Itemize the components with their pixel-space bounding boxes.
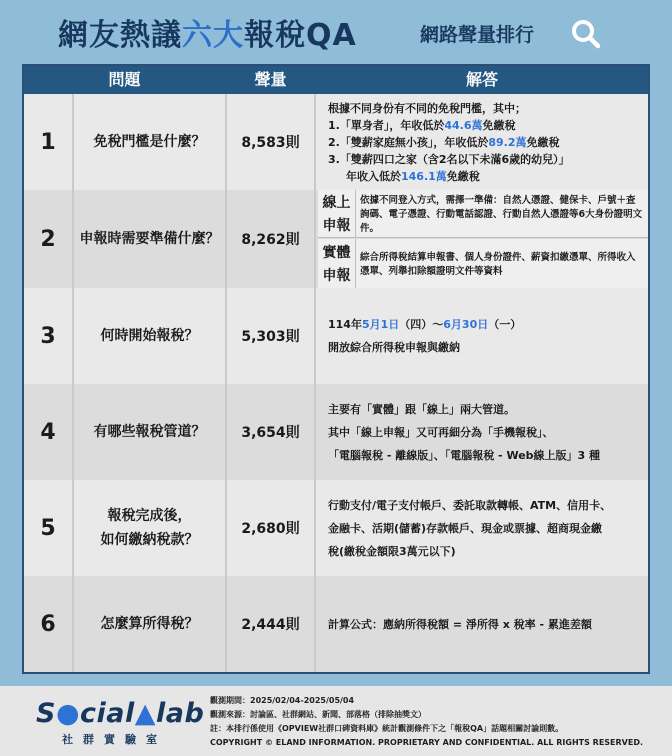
column-header-volume: 聲量 [254,70,287,89]
answer-line: 主要有「實體」跟「線上」兩大管道。 [328,402,515,416]
answer-highlight: 89.2萬 [488,135,527,149]
page-title [58,10,357,54]
footer [0,686,672,756]
answer-highlight: 146.1萬 [401,169,447,183]
note-remark: 註：本排行係使用《OPVIEW社群口碑資料庫》統計觀測條件下之「報稅QA」話題相關討論則數。 [210,724,564,733]
answer-line: 稅(繳稅金額限3萬元以下) [328,544,456,558]
table-header [24,66,648,94]
answer-text: 114年 [328,318,362,331]
online-label-line: 線上 [322,195,351,212]
logo-wordmark [36,698,204,729]
row-rank: 3 [40,323,56,349]
offline-segment [318,239,648,288]
note-source: 觀測來源：討論區、社群網站、新聞、部落格（排除抽獎文） [210,710,426,719]
row-question: 何時開始報稅？ [72,288,225,384]
row-answer [318,190,648,288]
answer-text: 免繳稅 [446,169,480,183]
answer-line: 金融卡、活期(儲蓄)存款帳戶、現金或票據、超商現金繳 [328,521,603,535]
row-volume: 2,444則 [225,576,316,672]
answer-text: 免繳稅 [482,118,516,132]
flask-icon: ● [55,698,81,729]
online-segment [318,190,648,238]
qa-table [22,64,650,674]
footer-notes [210,694,660,750]
row-rank: 5 [40,515,56,541]
logo-text: cial [80,698,135,729]
row-answer [318,480,648,576]
row-volume: 5,303則 [225,288,316,384]
row-rank: 2 [40,226,56,252]
answer-text: 免繳稅 [526,135,560,149]
title-pre: 網友熱議 [58,18,182,53]
online-text: 依據不同登入方式，需擇一準備：自然人憑證、健保卡、戶號＋查詢碼、電子憑證、行動電話認證、行動自然人憑證等6大身份證明文件。 [360,195,643,234]
row-rank: 1 [40,129,56,155]
offline-label-line: 申報 [322,268,351,284]
logo-text: S [36,698,56,729]
row-answer [318,94,648,190]
answer-text: 1.「單身者」，年收低於 [328,118,445,132]
online-label-line: 申報 [322,217,351,234]
question-line: 報稅完成後， [107,508,192,524]
offline-label-line: 實體 [322,245,351,261]
answer-line: 「電腦報稅 - 離線版」、「電腦報稅 - Web線上版」3 種 [328,448,601,462]
row-volume: 3,654則 [225,384,316,480]
table-row [24,480,648,576]
answer-line: 3.「雙薪四口之家（含2名以下未滿6歲的幼兒）」 [328,152,570,166]
row-question: 申報時需要準備什麼？ [72,190,225,288]
row-answer [318,288,648,384]
answer-highlight: 6月30日 [443,318,489,331]
answer-line: 計算公式：應納所得稅額 = 淨所得 x 稅率 - 累進差額 [328,617,592,631]
note-period: 觀測期間：2025/02/04-2025/05/04 [210,696,355,705]
answer-highlight: 44.6萬 [444,118,483,132]
row-question: 有哪些報稅管道？ [72,384,225,480]
title-highlight: 六大 [182,18,244,53]
answer-line: 開放綜合所得稅申報與繳納 [328,341,460,354]
row-rank: 6 [40,611,56,637]
row-answer [318,576,648,672]
answer-line: 其中「線上申報」又可再細分為「手機報稅」、 [328,425,554,439]
offline-label [318,239,356,288]
beaker-icon: ▲ [134,698,157,729]
answer-line [328,117,640,134]
logo-text: lab [156,698,205,729]
answer-text: 2.「雙薪家庭無小孩」，年收低於 [328,135,489,149]
answer-text: （一） [488,318,522,331]
answer-highlight: 5月1日 [361,318,400,331]
sociallab-logo [36,698,208,752]
answer-line [328,168,640,185]
logo-subtitle: 社群實驗室 [62,733,167,746]
table-row [24,190,648,288]
row-answer [318,384,648,480]
row-volume: 8,583則 [225,94,316,190]
answer-text: 年收入低於 [346,169,401,183]
online-label [318,190,356,237]
row-volume: 8,262則 [225,190,316,288]
answer-line [328,134,640,151]
table-row [24,94,648,190]
column-header-question: 問題 [108,70,141,89]
table-row [24,384,648,480]
question-line: 如何繳納稅款？ [100,532,199,548]
row-question: 怎麼算所得稅？ [72,576,225,672]
answer-line [328,313,640,336]
search-icon [570,18,602,50]
answer-line: 行動支付/電子支付帳戶、委託取款轉帳、ATM、信用卡、 [328,498,612,512]
page-subtitle: 網路聲量排行 [420,24,535,46]
answer-intro: 根據不同身份有不同的免稅門檻，其中； [328,101,526,115]
header [0,0,672,64]
title-post: 報稅QA [244,18,357,53]
column-header-answer: 解答 [465,70,498,89]
row-question: 免稅門檻是什麼？ [72,94,225,190]
table-row [24,288,648,384]
answer-text: （四）～ [399,318,444,331]
row-rank: 4 [40,419,56,445]
row-question [72,480,225,576]
table-row [24,576,648,672]
offline-text: 綜合所得稅結算申報書、個人身份證件、薪資扣繳憑單、所得收入憑單、列舉扣除額證明文件等資料 [360,252,636,277]
copyright: COPYRIGHT © ELAND INFORMATION. PROPRIETARY AND CONFIDENTIAL. ALL RIGHTS RESERVED. [210,738,644,747]
row-volume: 2,680則 [225,480,316,576]
